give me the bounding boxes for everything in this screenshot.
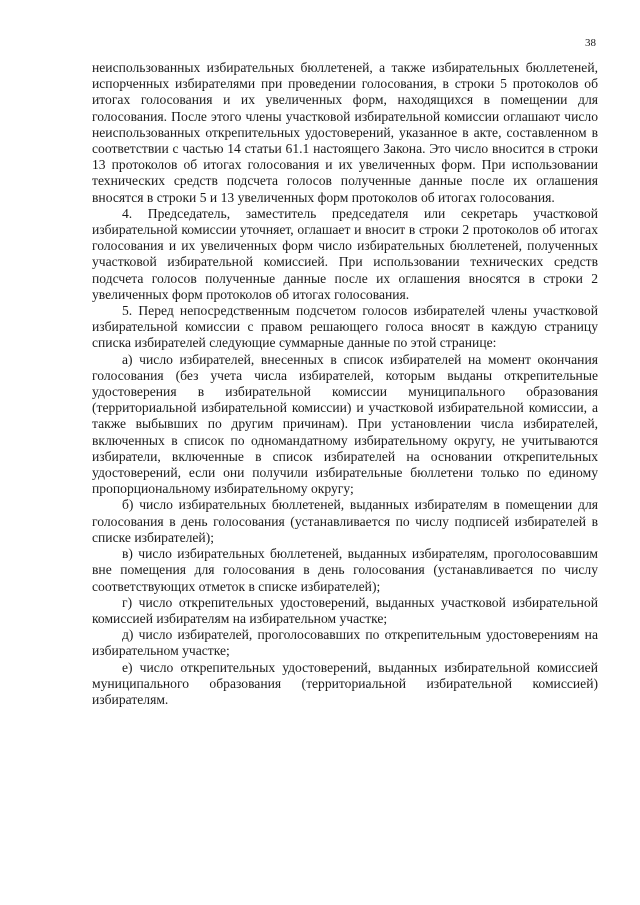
subitem-v: в) число избирательных бюллетеней, выданных избирателям, проголосовавшим вне помещения для голосования в день голосования (устанавливается по числу соответствующих отметок в списке избирателей); [92, 546, 598, 594]
subitem-d: д) число избирателей, проголосовавших по открепительным удостоверениям на избирательном участке; [92, 627, 598, 659]
subitem-b: б) число избирательных бюллетеней, выданных избирателям в помещении для голосования в день голосования (устанавливается по числу подписей избирателей в списке избирателей); [92, 497, 598, 545]
document-body [92, 60, 598, 708]
subitem-a: а) число избирателей, внесенных в список избирателей на момент окончания голосования (без учета числа избирателей, которым выданы открепительные удостоверения в избирательной комиссии муниципального образования (территориальной избирательной комиссии) и участковой избирательной комиссии, а также выбывших по другим причинам). При установлении числа избирателей, включенных в список по одномандатному избирательному округу, не учитываются избиратели, включенные в список избирателей на основании открепительных удостоверений, если они получили избирательные бюллетени только по единому пропорциональному избирательному округу; [92, 351, 598, 497]
page-number: 38 [585, 37, 596, 49]
subitem-g: г) число открепительных удостоверений, выданных участковой избирательной комиссией избирателям на избирательном участке; [92, 594, 598, 626]
paragraph-continuation: неиспользованных избирательных бюллетеней, а также избирательных бюллетеней, испорченных избирателями при проведении голосования, в строки 5 протоколов об итогах голосования и их увеличенных форм, находящихся в помещении для голосования. После этого члены участковой избирательной комиссии оглашают число неиспользованных открепительных удостоверений, указанное в акте, составленном в соответствии с частью 14 статьи 61.1 настоящего Закона. Это число вносится в строки 13 протоколов об итогах голосования и их увеличенных форм. При использовании технических средств подсчета голосов полученные данные после их оглашения вносятся в строки 5 и 13 увеличенных форм протоколов об итогах голосования. [92, 60, 598, 205]
paragraph-item-5: 5. Перед непосредственным подсчетом голосов избирателей члены участковой избирательной комиссии с правом решающего голоса вносят в каждую страницу списка избирателей следующие суммарные данные по этой странице: [92, 303, 598, 351]
paragraph-item-4: 4. Председатель, заместитель председателя или секретарь участковой избирательной комиссии уточняет, оглашает и вносит в строки 2 протоколов об итогах голосования и их увеличенных форм число избирательных бюллетеней, полученных участковой избирательной комиссией. При использовании технических средств подсчета голосов полученные данные после их оглашения вносятся в строки 2 увеличенных форм протоколов об итогах голосования. [92, 205, 598, 302]
subitem-e: е) число открепительных удостоверений, выданных избирательной комиссией муниципального образования (территориальной избирательной комиссией) избирателям. [92, 659, 598, 707]
